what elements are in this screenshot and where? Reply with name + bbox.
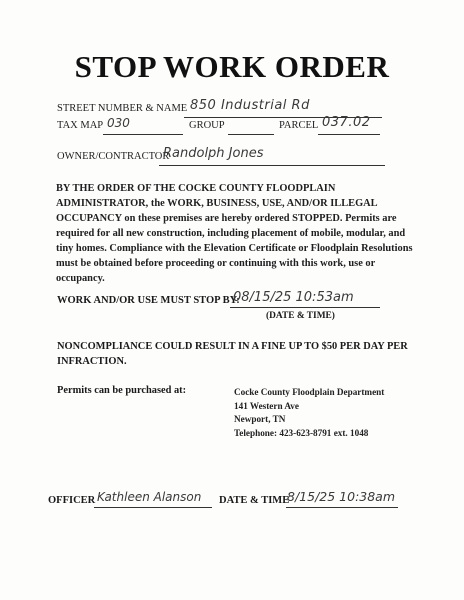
owner-underline xyxy=(159,165,385,166)
officer-underline xyxy=(94,507,212,508)
owner-value[interactable]: Randolph Jones xyxy=(163,146,264,161)
datetime-label: DATE & TIME xyxy=(219,495,290,506)
stop-by-underline xyxy=(230,307,380,308)
noncompliance-line-1: NONCOMPLIANCE COULD RESULT IN A FINE UP TO $50 PER DAY PER xyxy=(57,341,408,352)
taxmap-value[interactable]: 030 xyxy=(107,116,130,130)
parcel-value[interactable]: 037.02 xyxy=(322,115,371,130)
order-paragraph: BY THE ORDER OF THE COCKE COUNTY FLOODPLAIN ADMINISTRATOR, the WORK, BUSINESS, USE, AND/OR ILLEGAL OCCUPANCY on these premises are hereby ordered STOPPED. Permits are required for all new construction, including placement of mobile, modular, and tiny homes. Compliance with the Elevation Certificate or Floodplain Resolutions must be obtained before proceeding or continuing with this work, use or occupancy. xyxy=(56,183,413,284)
permits-label: Permits can be purchased at: xyxy=(57,385,187,396)
officer-signature[interactable]: Kathleen Alanson xyxy=(97,490,202,504)
datetime-underline xyxy=(286,507,398,508)
document-title: STOP WORK ORDER xyxy=(74,49,390,84)
stop-by-value[interactable]: 08/15/25 10:53am xyxy=(233,290,354,305)
parcel-label: PARCEL xyxy=(279,120,319,131)
noncompliance-line-2: INFRACTION. xyxy=(57,356,127,367)
stop-by-label: WORK AND/OR USE MUST STOP BY: xyxy=(57,295,240,306)
owner-label: OWNER/CONTRACTOR xyxy=(57,151,170,162)
group-label: GROUP xyxy=(189,120,225,131)
permits-address xyxy=(234,386,384,440)
taxmap-label: TAX MAP xyxy=(57,120,104,131)
street-value[interactable]: 850 Industrial Rd xyxy=(190,98,310,113)
taxmap-underline xyxy=(103,134,183,135)
datetime-value[interactable]: 8/15/25 10:38am xyxy=(287,489,396,504)
officer-label: OFFICER xyxy=(48,495,96,506)
address-line: Cocke County Floodplain Department xyxy=(234,387,385,397)
street-label: STREET NUMBER & NAME xyxy=(57,103,188,114)
group-underline xyxy=(228,134,274,135)
parcel-underline xyxy=(318,134,380,135)
stop-by-sublabel: (DATE & TIME) xyxy=(266,311,335,321)
address-line: 141 Western Ave xyxy=(234,400,299,411)
address-line: Telephone: 423-623-8791 ext. 1048 xyxy=(234,427,369,438)
address-line: Newport, TN xyxy=(234,414,286,425)
